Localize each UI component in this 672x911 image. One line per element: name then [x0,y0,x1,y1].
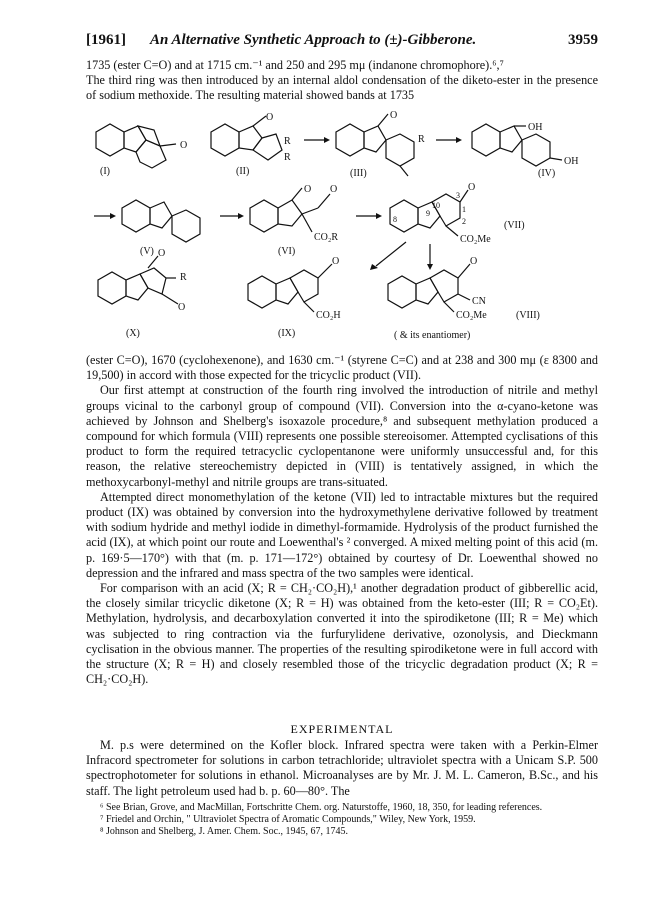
label-VII: (VII) [504,220,525,231]
structure-V [122,200,200,242]
footnote-6: ⁶ See Brian, Grove, and MacMillan, Fortschritte Chem. org. Naturstoffe, 1960, 18, 350, for leading references. [100,802,543,813]
structure-III [336,110,425,176]
body-para-3: Attempted direct monomethylation of the ketone (VII) led to intractable mixtures but the required product (IX) was obtained by conversion into the hydroxymethylene derivative followed by treatment with sodium hydride and methyl iodide in dimethyl-formamide. Hydrolysis of the product furnished the acid (IX), at which point our route and Loewenthal's ² converged. A mixed melting point of this acid (m. p. 169·5—170°) with that (m. p. 171—172°) obtained by courtesy of Dr. Loewenthal showed no depression and the infrared and mass spectra of the two samples were identical. [86,489,598,580]
svg-text:8: 8 [393,215,397,224]
svg-text:O: O [304,184,312,195]
svg-text:9: 9 [426,209,430,218]
svg-text:3: 3 [456,191,460,200]
label-V: (V) [140,246,154,257]
journal-year: [1961] [86,32,126,48]
article-title: An Alternative Synthetic Approach to (±)-Gibberone. [150,32,477,48]
structure-IX [248,256,341,321]
svg-text:O: O [266,112,274,123]
footnotes [86,802,598,838]
structure-IV [472,122,578,167]
structure-IV-OH2: OH [564,156,579,167]
experimental-text: M. p.s were determined on the Kofler block. Infrared spectra were taken with a Perkin-Elmer Infracord spectrometer for solutions in carbon tetrachloride; ultraviolet spectra with a Unicam S.P. 500 spectrophotometer for solutions in ethanol. Microanalyses are by Mr. J. M. L. Cameron, B.Sc., and his staff. The light petroleum used had b. p. 60—80°. The [86,738,598,798]
structure-VII-oxygen: O [468,182,476,193]
label-III: (III) [350,168,367,179]
intro-line-2: The third ring was then introduced by an internal aldol condensation of the diketo-ester in the presence of sodium methoxide. The resulting material showed bands at 1735 [86,73,598,103]
page-header [86,32,598,52]
structure-VIII [388,256,487,321]
structure-VI-CO2R: CO₂R [314,232,339,243]
svg-text:O: O [178,302,186,313]
structure-VII [390,182,491,245]
body-para-1: (ester C=O), 1670 (cyclohexenone), and 1630 cm.⁻¹ (styrene C=C) and at 238 and 300 mμ (ε 8300 and 19,500) in accord with those expected for the tricyclic product (VII). [86,353,598,383]
structure-VI [250,184,338,243]
structure-II [211,112,291,163]
label-IV: (IV) [538,168,556,179]
svg-text:1: 1 [462,205,466,214]
svg-text:O: O [470,256,478,267]
label-I: (I) [100,166,110,177]
page-number: 3959 [568,32,598,48]
label-VI: (VI) [278,246,296,257]
structure-II-R2: R [284,152,291,163]
label-VIII: (VIII) [516,310,540,321]
structure-I-oxygen: O [180,140,188,151]
structure-I [96,124,187,168]
section-heading: EXPERIMENTAL [290,722,394,736]
structure-IX-CO2H: CO₂H [316,310,341,321]
footnote-8: ⁸ Johnson and Shelberg, J. Amer. Chem. Soc., 1945, 67, 1745. [100,826,349,837]
svg-text:10: 10 [432,201,440,210]
intro-line-1: 1735 (ester C=O) and at 1715 cm.⁻¹ and 250 and 295 mμ (indanone chromophore).⁶,⁷ [86,58,504,72]
enantiomer-note: ( & its enantiomer) [394,330,471,341]
structure-II-R1: R [284,136,291,147]
reaction-scheme [86,104,606,352]
structure-X [98,248,187,313]
label-IX: (IX) [278,328,296,339]
svg-text:O: O [390,110,398,121]
structure-X-R: R [180,272,187,283]
structure-VIII-CN: CN [472,296,486,307]
svg-text:O: O [158,248,166,259]
svg-text:2: 2 [462,217,466,226]
body-para-2: Our first attempt at construction of the fourth ring involved the introduction of nitrile and methyl groups vicinal to the carbonyl group of compound (VII). Conversion into the α-cyano-ketone was achieved by Johnson and Shelberg's isoxazole procedure,⁸ and subsequent methylation produced a compound for which formula (VIII) represents one possible stereoisomer. Attempted cyclisations of this product to form the required tetracyclic cyclopentanone were uniformly unsuccessful and, for this reason, the relative stereochemistry depicted in (VIII) is tentatively assigned, in which the methoxycarbonyl-methyl and nitrile groups are trans-situated. [86,383,598,489]
structure-III-R: R [418,134,425,145]
svg-text:O: O [330,184,338,195]
label-II: (II) [236,166,250,177]
experimental-paragraph [86,738,598,799]
structure-VIII-CO2Me: CO₂Me [456,310,487,321]
svg-text:O: O [332,256,340,267]
body-para-4: For comparison with an acid (X; R = CH₂·CO₂H),¹ another degradation product of gibberellic acid, the closely similar tricyclic diketone (X; R = H) was obtained from the keto-ester (III; R = CO₂Et). Methylation, hydrolysis, and decarboxylation converted it into the spirodiketone (III; R = Me) which was subjected to ring contraction via the furfurylidene derivative, ozonolysis, and Dieckmann cyclisation in the obvious manner. The properties of the resulting spirodiketone were in full accord with the structure (X; R = H) and closely resembled those of the tricyclic degradation product (X; R = CH₂·CO₂H). [86,581,598,687]
structure-IV-OH1: OH [528,122,543,133]
footnote-7: ⁷ Friedel and Orchin, " Ultraviolet Spectra of Aromatic Compounds," Wiley, New York, 1959. [100,814,476,825]
structure-VII-CO2Me: CO₂Me [460,234,491,245]
label-X: (X) [126,328,140,339]
intro-paragraph [86,58,598,104]
body-text [86,353,598,687]
